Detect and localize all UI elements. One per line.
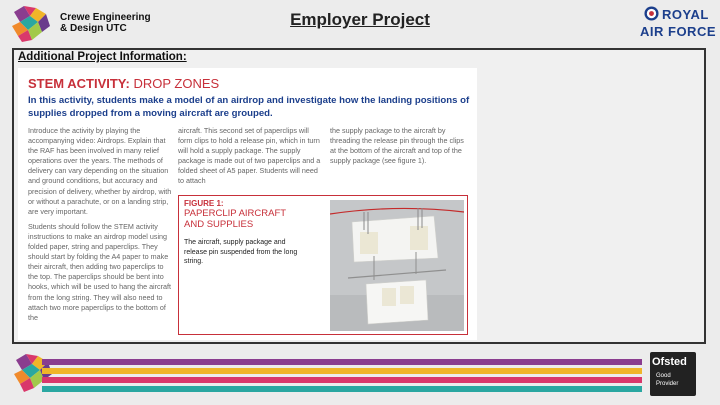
article-column-3	[330, 126, 466, 171]
raf-roundel-icon	[644, 6, 659, 21]
footer-stripes	[42, 357, 642, 395]
article-heading	[28, 76, 219, 91]
article-paragraph: aircraft. This second set of paperclips will form clips to hold a release pin, which in turn will hold a supply package. The supply package is made out of two paperclips and a folded sheet of A5 paper. Students will need to attach	[178, 126, 321, 186]
article-column-2	[178, 126, 324, 192]
article-paragraph: Students should follow the STEM activity instructions to make an airdrop model using folded paper, string and paperclips. They should start by folding the A4 paper to make their aircraft, then adding two paperclips to the top. The paperclips should be bent into hooks, which will be used to hang the aircraft from the long string. They will also need to attach two more paperclips to the bottom of the	[28, 221, 172, 322]
article-paragraph: Introduce the activity by playing the accompanying video: Airdrops. Explain that the RAF has been involved in many relief operations over the years. The methods of delivery can vary depending on the situation and ground conditions, but accuracy and precision of delivery, whether by airdrop, with or without a parachute, or on a landing strip, are very important.	[28, 126, 172, 216]
ofsted-grade: Good	[656, 373, 671, 379]
paperclip-aircraft-photo	[330, 200, 464, 331]
utc-name-line2: & Design UTC	[60, 23, 127, 34]
ofsted-grade: Provider	[656, 381, 679, 387]
article-intro: In this activity, students make a model of an airdrop and investigate how the landing positions of supplies dropped from a moving aircraft are grouped.	[28, 95, 470, 119]
page-title: Employer Project	[290, 10, 430, 29]
article-column-1	[28, 126, 172, 328]
ofsted-badge	[650, 352, 696, 396]
article-paragraph: the supply package to the aircraft by threading the release pin through the clips at the bottom of the aircraft and top of the supply package (see figure 1).	[330, 126, 464, 166]
ofsted-name: Ofsted	[652, 356, 687, 368]
raf-logo	[640, 4, 716, 44]
figure-caption: The aircraft, supply package and release pin suspended from the long string.	[184, 239, 298, 266]
utc-name-line1: Crewe Engineering	[60, 12, 151, 23]
article-heading-bold: STEM ACTIVITY:	[28, 76, 130, 91]
section-heading: Additional Project Information:	[18, 51, 187, 63]
article-heading-rest: DROP ZONES	[129, 76, 220, 91]
raf-royal-text: ROYAL	[662, 7, 709, 22]
figure-label: FIGURE 1:	[184, 199, 224, 208]
figure-title: PAPERCLIP AIRCRAFT AND SUPPLIES	[184, 208, 286, 230]
raf-airforce-text: AIR FORCE	[640, 24, 716, 39]
